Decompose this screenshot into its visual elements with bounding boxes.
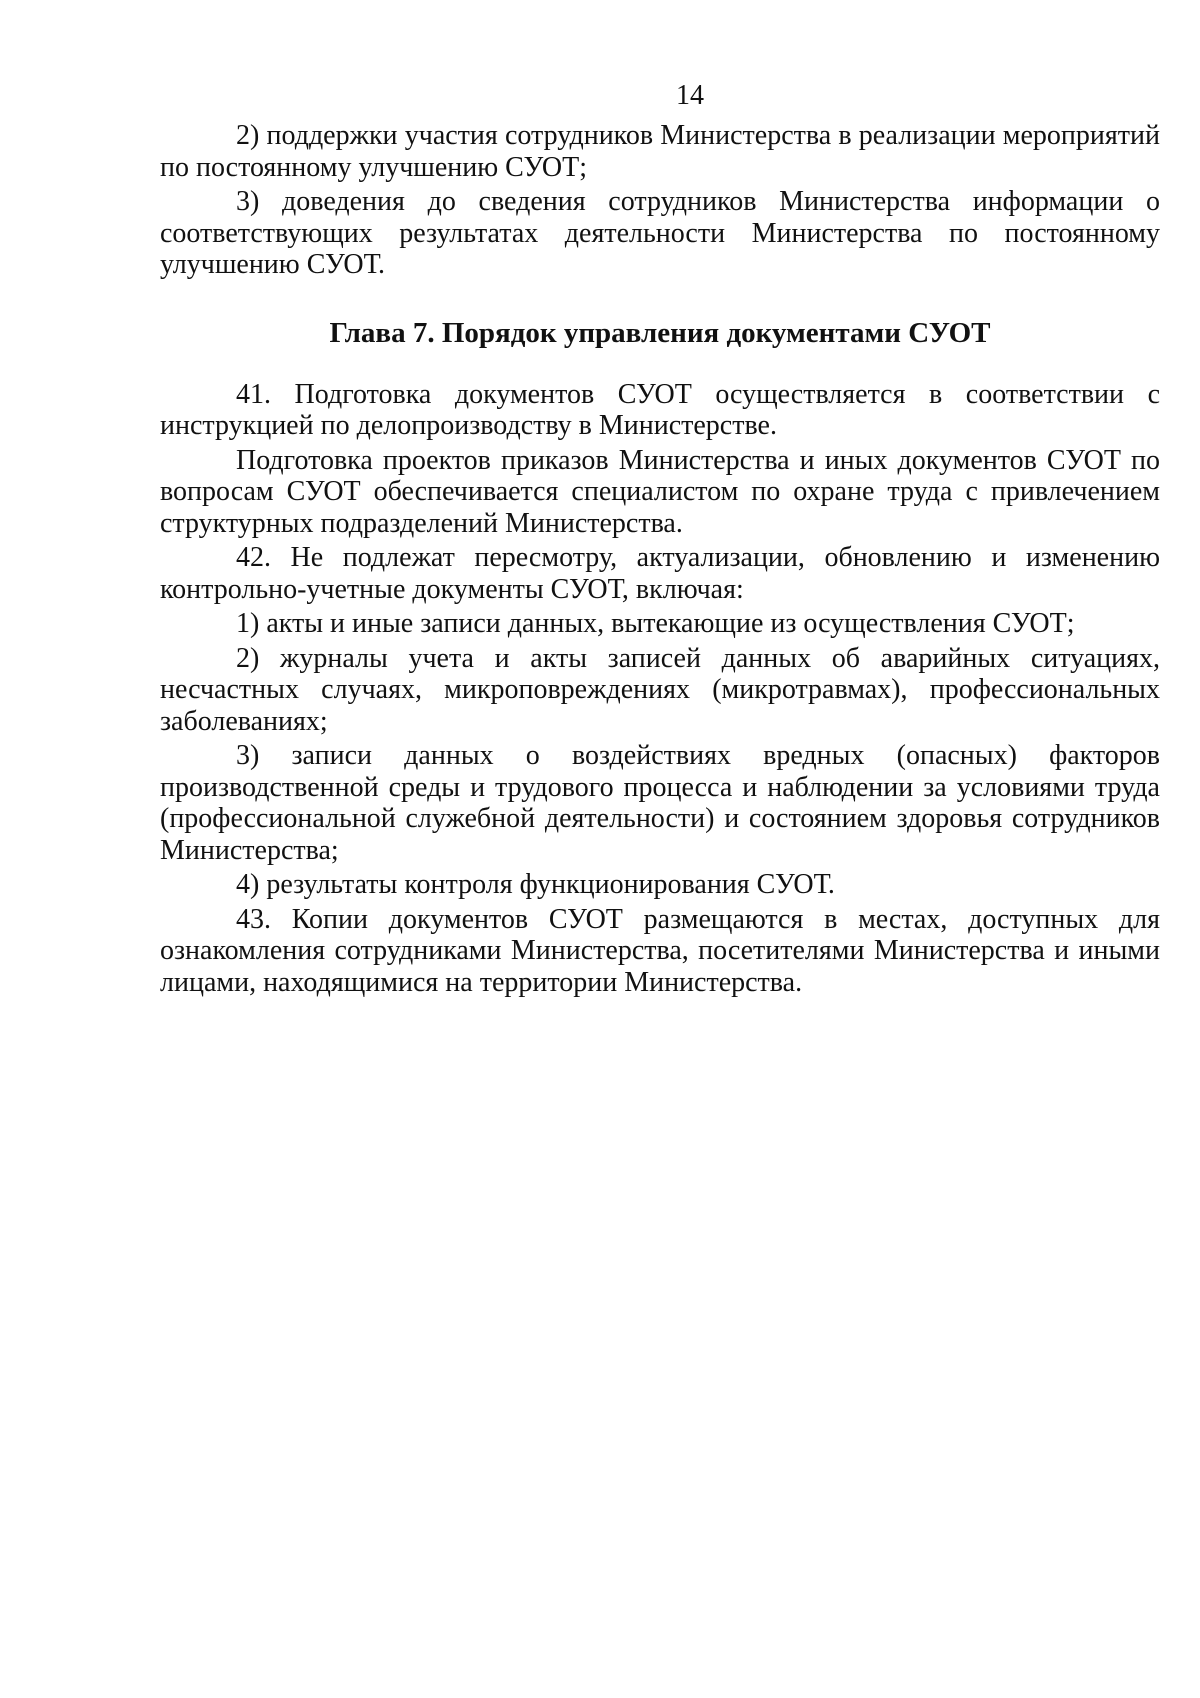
- paragraph-item-3: 3) доведения до сведения сотрудников Министерства информации о соответствующих результатах деятельности Министерства по постоянному улучшению СУОТ.: [160, 186, 1160, 280]
- paragraph-41-continued: Подготовка проектов приказов Министерства и иных документов СУОТ по вопросам СУОТ обеспечивается специалистом по охране труда с привлечением структурных подразделений Министерства.: [160, 444, 1160, 539]
- paragraph-item-2: 2) поддержки участия сотрудников Министерства в реализации мероприятий по постоянному улучшению СУОТ;: [160, 120, 1160, 183]
- paragraph-42-item-1: 1) акты и иные записи данных, вытекающие из осуществления СУОТ;: [236, 608, 1075, 639]
- page-number: 14: [676, 80, 704, 111]
- paragraph-41: 41. Подготовка документов СУОТ осуществляется в соответствии с инструкцией по делопроизводству в Министерстве.: [160, 378, 1160, 441]
- paragraph-43: 43. Копии документов СУОТ размещаются в местах, доступных для ознакомления сотрудниками Министерства, посетителями Министерства и иными лицами, находящимися на территории Министерства.: [160, 903, 1160, 998]
- document-page: [160, 78, 1160, 1001]
- paragraph-42-item-3: 3) записи данных о воздействиях вредных (опасных) факторов производственной среды и трудового процесса и наблюдении за условиями труда (профессиональной служебной деятельности) и состоянием здоровья сотрудников Министерства;: [160, 740, 1160, 866]
- paragraph-42-item-4: 4) результаты контроля функционирования СУОТ.: [236, 869, 835, 900]
- chapter-title: Глава 7. Порядок управления документами СУОТ: [329, 316, 991, 349]
- paragraph-42: 42. Не подлежат пересмотру, актуализации, обновлению и изменению контрольно-учетные документы СУОТ, включая:: [160, 542, 1160, 605]
- paragraph-42-item-2: 2) журналы учета и акты записей данных об аварийных ситуациях, несчастных случаях, микроповреждениях (микротравмах), профессиональных заболеваниях;: [160, 642, 1160, 737]
